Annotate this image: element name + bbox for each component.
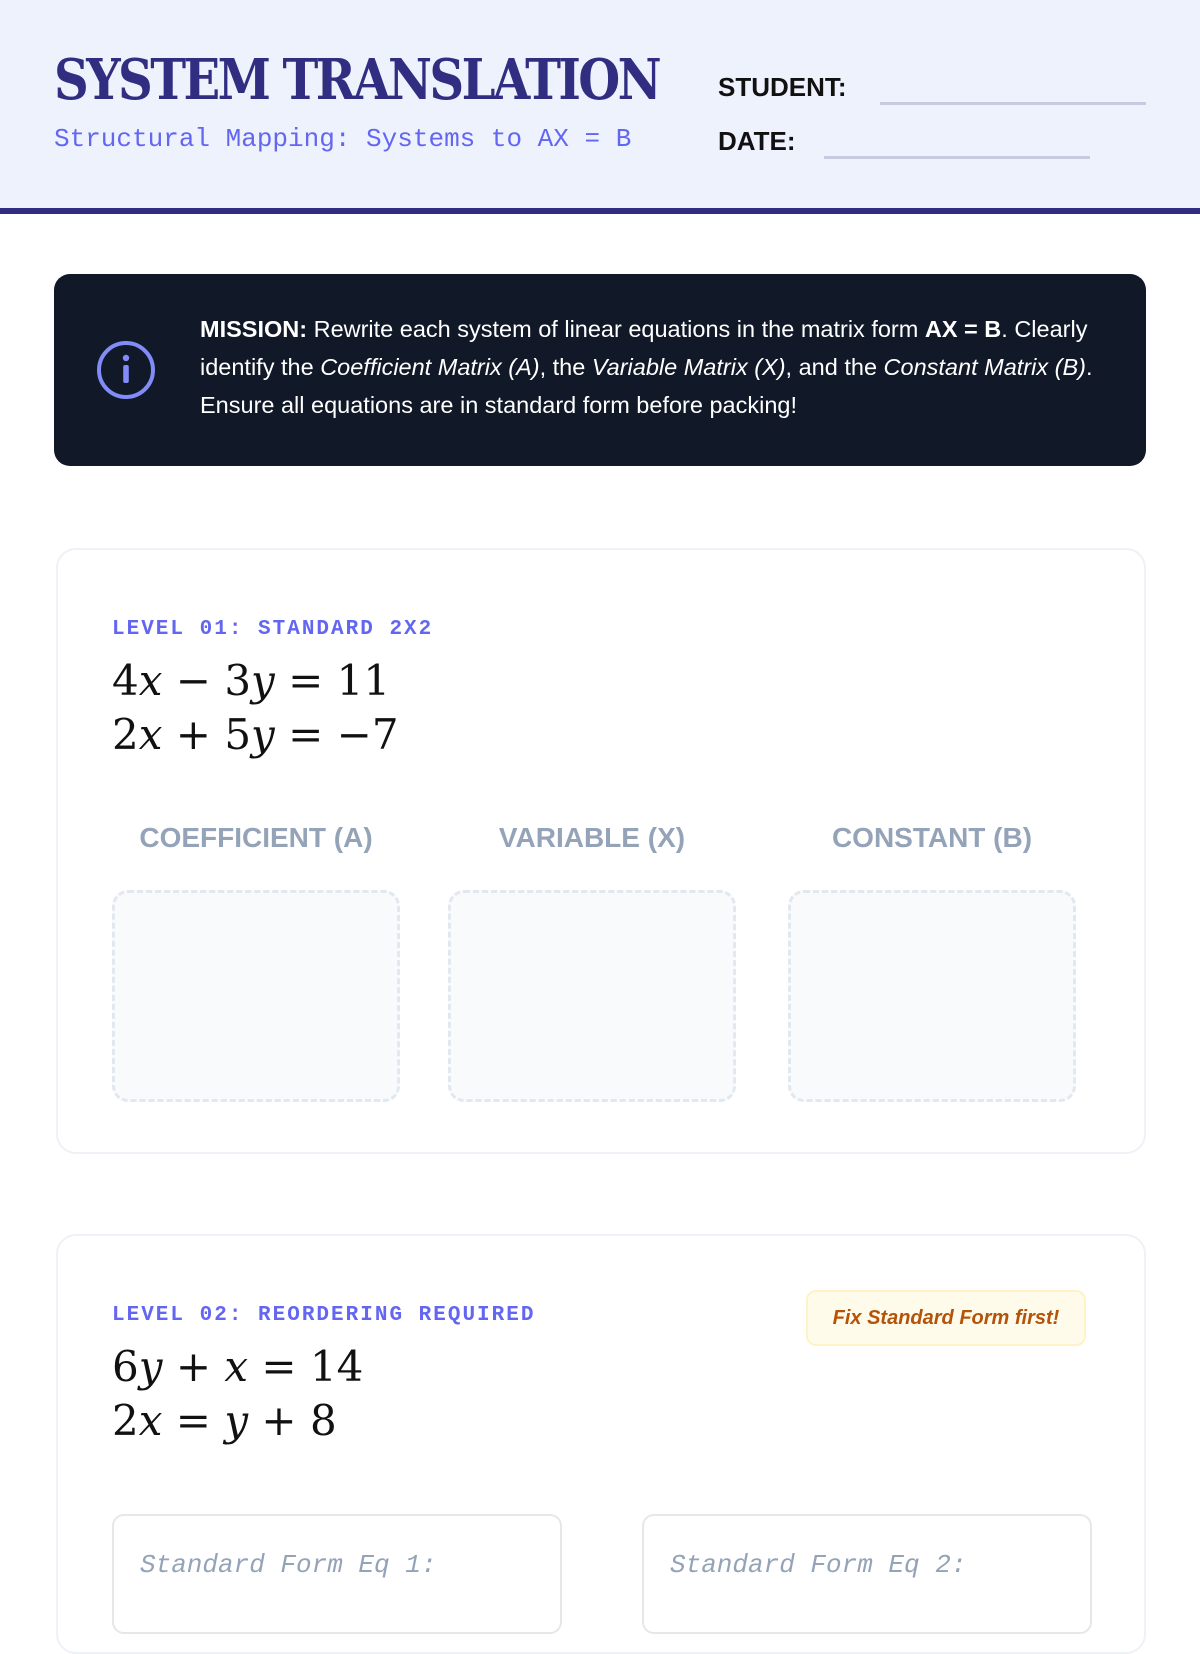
eq-term: + 8	[248, 1396, 337, 1445]
page-title: SYSTEM TRANSLATION	[54, 47, 660, 113]
mission-text-part: . Ensure all equations are in standard form before packing!	[200, 354, 1093, 418]
eq-term: = 14	[248, 1342, 364, 1391]
level-2-equation-1	[112, 1342, 364, 1391]
coefficient-term: Coefficient Matrix (A)	[320, 354, 540, 380]
eq-var: y	[138, 1342, 163, 1391]
mission-text	[200, 310, 1100, 424]
mission-lead: MISSION:	[200, 316, 308, 342]
level-2-card	[56, 1234, 1146, 1654]
mission-banner	[54, 274, 1146, 466]
eq-var: x	[224, 1342, 249, 1391]
mission-text-part: . Clearly identify the	[200, 316, 1088, 380]
student-label: STUDENT:	[718, 72, 847, 102]
mission-text-part: , the	[539, 354, 592, 380]
eq-var: y	[251, 656, 275, 705]
variable-term: Variable Matrix (X)	[591, 354, 786, 380]
page-subtitle: Structural Mapping: Systems to AX = B	[54, 124, 632, 154]
eq-term: =	[162, 1396, 225, 1445]
eq-var: x	[138, 1396, 163, 1445]
mission-text-part: Rewrite each system of linear equations in the matrix form	[307, 316, 925, 342]
level-1-equation-2	[112, 710, 399, 759]
date-field[interactable]	[824, 156, 1090, 159]
eq-var: y	[251, 710, 275, 759]
student-name-field[interactable]	[880, 102, 1146, 105]
standard-form-eq-1-field[interactable]	[112, 1514, 562, 1634]
coefficient-matrix-input[interactable]	[112, 890, 400, 1102]
page-header	[0, 0, 1200, 214]
constant-matrix-input[interactable]	[788, 890, 1076, 1102]
level-2-label: LEVEL 02: REORDERING REQUIRED	[112, 1304, 536, 1327]
date-label: DATE:	[718, 126, 796, 156]
standard-form-eq-2-field[interactable]	[642, 1514, 1092, 1634]
eq-term: = −7	[274, 710, 399, 759]
eq-term: 2	[112, 710, 139, 759]
standard-form-eq-2-label: Standard Form Eq 2:	[670, 1550, 967, 1580]
eq-var: x	[138, 656, 163, 705]
standard-form-eq-1-label: Standard Form Eq 1:	[140, 1550, 437, 1580]
eq-term: = 11	[274, 656, 391, 705]
level-1-equation-1	[112, 656, 391, 705]
constant-column-label: CONSTANT (B)	[831, 822, 1033, 853]
eq-term: − 3	[162, 656, 252, 705]
eq-term: + 5	[162, 710, 252, 759]
warning-badge: Fix Standard Form first!	[806, 1290, 1086, 1346]
eq-term: 4	[112, 656, 139, 705]
info-icon	[96, 340, 156, 400]
eq-term: 2	[112, 1396, 139, 1445]
eq-var: x	[138, 710, 163, 759]
mission-text-part: , and the	[785, 354, 884, 380]
eq-var: y	[224, 1396, 249, 1445]
eq-term: 6	[112, 1342, 139, 1391]
constant-term: Constant Matrix (B)	[883, 354, 1086, 380]
level-2-equation-2	[112, 1396, 337, 1445]
coefficient-column-label: COEFFICIENT (A)	[139, 822, 373, 853]
eq-term: +	[162, 1342, 225, 1391]
matrix-form: AX = B	[924, 316, 1002, 342]
level-1-card	[56, 548, 1146, 1154]
level-1-label: LEVEL 01: STANDARD 2X2	[112, 618, 434, 641]
variable-column-label: VARIABLE (X)	[498, 822, 686, 853]
variable-matrix-input[interactable]	[448, 890, 736, 1102]
